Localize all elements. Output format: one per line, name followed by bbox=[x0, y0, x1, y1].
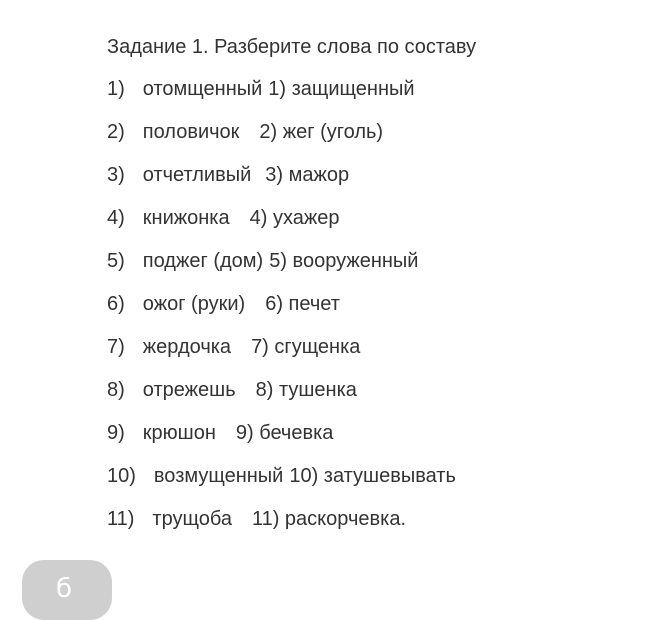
word-right: 11) раскорчевка. bbox=[251, 508, 406, 530]
word-left: отрежешь bbox=[142, 379, 236, 401]
word-row bbox=[107, 160, 647, 203]
badge-glyph: б bbox=[56, 574, 73, 604]
row-number: 3) bbox=[107, 164, 125, 186]
word-row bbox=[107, 375, 647, 418]
word-row bbox=[107, 418, 647, 461]
word-right: 6) печет bbox=[265, 293, 340, 315]
word-left: половичок bbox=[142, 121, 240, 143]
word-row bbox=[107, 203, 647, 246]
row-number: 7) bbox=[107, 336, 125, 358]
word-right: 7) сгущенка bbox=[251, 336, 361, 358]
word-row bbox=[107, 504, 647, 547]
corner-badge[interactable] bbox=[22, 560, 112, 620]
row-number: 11) bbox=[107, 508, 135, 530]
word-row bbox=[107, 461, 647, 504]
word-left: трущоба bbox=[152, 508, 232, 530]
word-left: отчетливый bbox=[142, 164, 252, 186]
word-right: 5) вооруженный bbox=[269, 250, 419, 272]
word-row bbox=[107, 74, 647, 117]
word-left: поджег (дом) bbox=[142, 250, 264, 272]
word-right: 2) жег (уголь) bbox=[259, 121, 384, 143]
word-left: отомщенный bbox=[142, 78, 263, 100]
word-right: 4) ухажер bbox=[249, 207, 340, 229]
task-document bbox=[107, 32, 647, 547]
word-right: 3) мажор bbox=[265, 164, 350, 186]
row-number: 8) bbox=[107, 379, 125, 401]
row-number: 1) bbox=[107, 78, 125, 100]
word-right: 8) тушенка bbox=[255, 379, 357, 401]
word-left: книжонка bbox=[142, 207, 230, 229]
word-row bbox=[107, 117, 647, 160]
word-left: жердочка bbox=[142, 336, 232, 358]
word-right: 10) затушевывать bbox=[289, 465, 456, 487]
row-number: 2) bbox=[107, 121, 125, 143]
row-number: 6) bbox=[107, 293, 125, 315]
word-row bbox=[107, 246, 647, 289]
word-right: 1) защищенный bbox=[268, 78, 415, 100]
row-number: 9) bbox=[107, 422, 125, 444]
row-number: 5) bbox=[107, 250, 125, 272]
row-number: 4) bbox=[107, 207, 125, 229]
word-right: 9) бечевка bbox=[235, 422, 334, 444]
word-left: ожог (руки) bbox=[142, 293, 246, 315]
row-number: 10) bbox=[107, 465, 136, 487]
word-left: возмущенный bbox=[153, 465, 284, 487]
task-title: Задание 1. Разберите слова по составу bbox=[107, 36, 477, 58]
word-row bbox=[107, 332, 647, 375]
word-row bbox=[107, 289, 647, 332]
word-left: крюшон bbox=[142, 422, 216, 444]
